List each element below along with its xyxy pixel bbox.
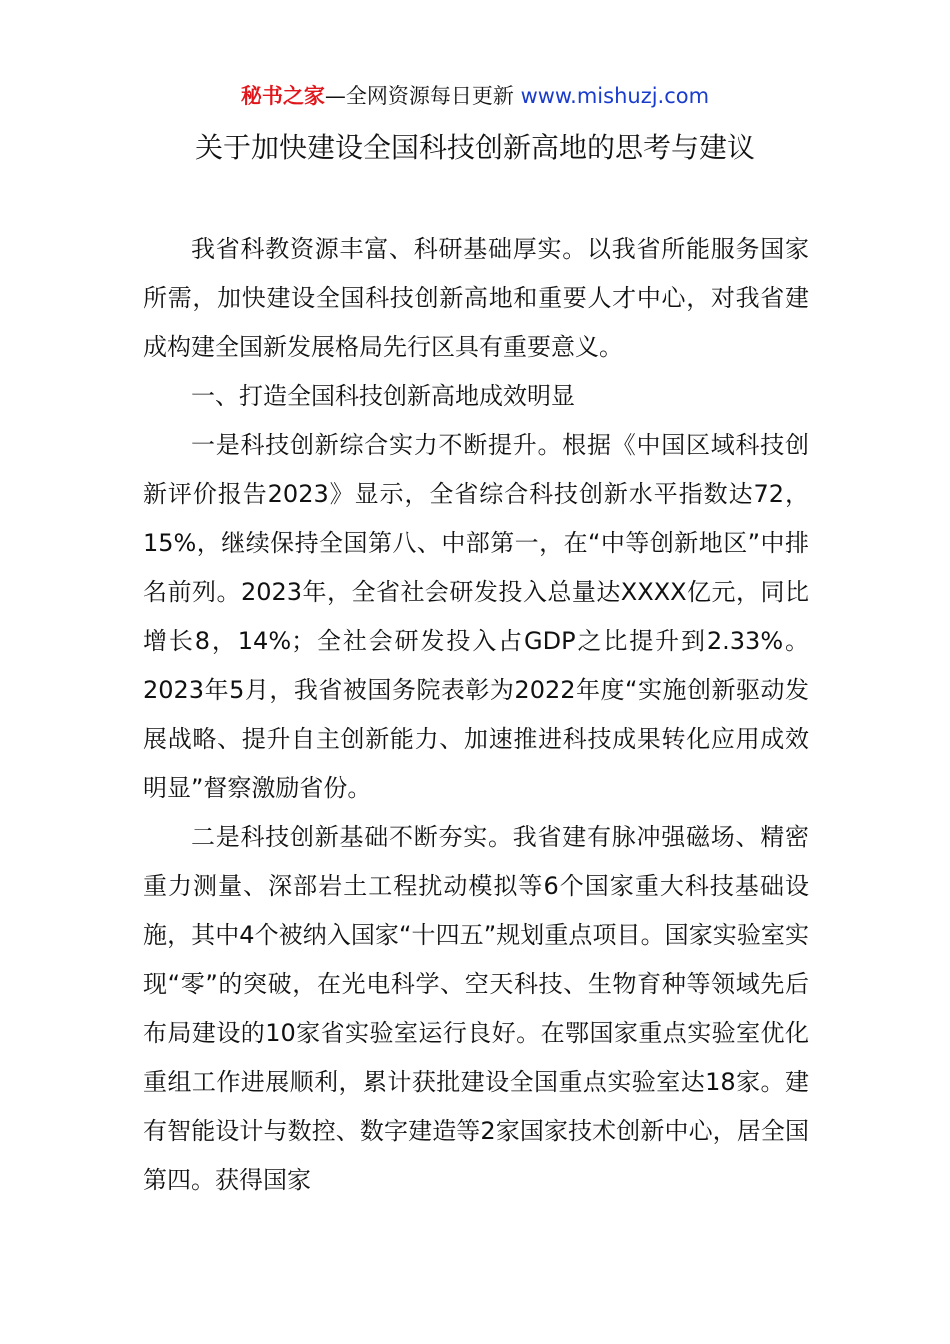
- document-title: 关于加快建设全国科技创新高地的思考与建议: [194, 131, 755, 164]
- header-slogan: —全网资源每日更新: [324, 84, 514, 108]
- section-heading: 一、打造全国科技创新高地成效明显: [191, 382, 575, 410]
- document-body: [143, 225, 809, 1205]
- site-url[interactable]: www.mishuzj.com: [520, 84, 710, 108]
- paragraph-foundation: 二是科技创新基础不断夯实。我省建有脉冲强磁场、精密重力测量、深部岩土工程扰动模拟等6个国家重大科技基础设施，其中4个被纳入国家“十四五”规划重点项目。国家实验室实现“零”的突破，在光电科学、空天科技、生物育种等领域先后布局建设的10家省实验室运行良好。在鄂国家重点实验室优化重组工作进展顺利，累计获批建设全国重点实验室达18家。建有智能设计与数控、数字建造等2家国家技术创新中心，居全国第四。获得国家: [143, 823, 809, 1194]
- brand-name: 秘书之家: [240, 84, 325, 108]
- site-header: [0, 80, 950, 112]
- paragraph-strength: 一是科技创新综合实力不断提升。根据《中国区域科技创新评价报告2023》显示，全省综合科技创新水平指数达72，15%，继续保持全国第八、中部第一，在“中等创新地区”中排名前列。2023年，全省社会研发投入总量达XXXX亿元，同比增长8，14%；全社会研发投入占GDP之比提升到2.33%。2023年5月，我省被国务院表彰为2022年度“实施创新驱动发展战略、提升自主创新能力、加速推进科技成果转化应用成效明显”督察激励省份。: [143, 431, 809, 802]
- paragraph-intro: 我省科教资源丰富、科研基础厚实。以我省所能服务国家所需，加快建设全国科技创新高地和重要人才中心，对我省建成构建全国新发展格局先行区具有重要意义。: [143, 235, 809, 361]
